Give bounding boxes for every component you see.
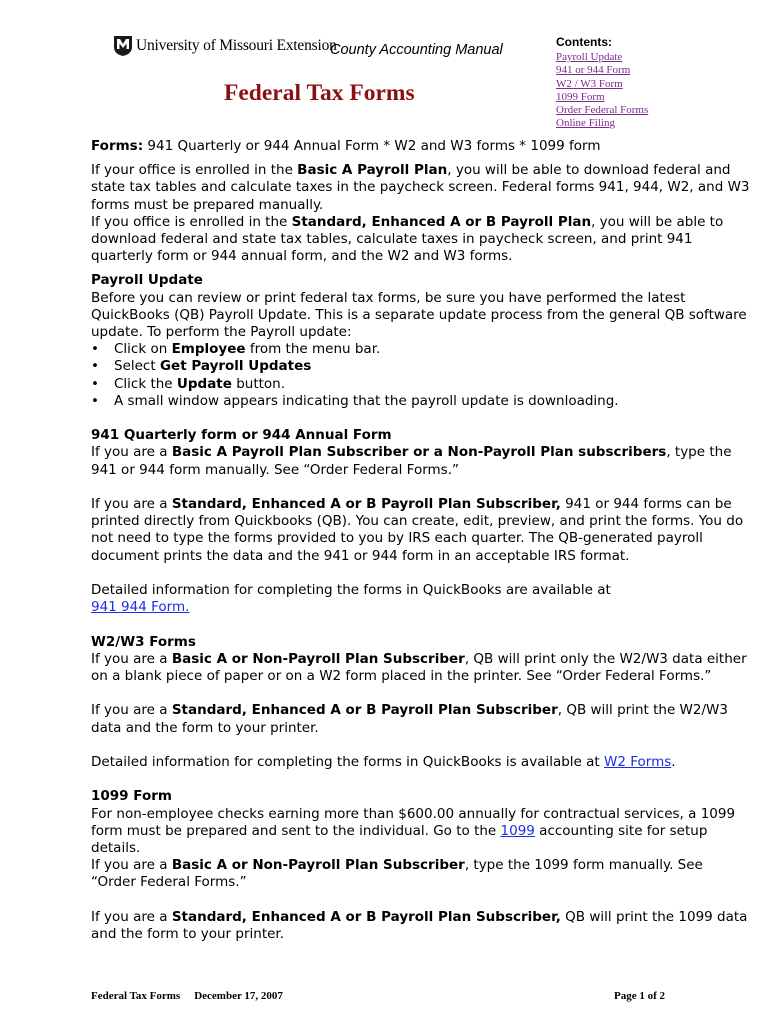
document-body xyxy=(91,138,751,943)
form-941-details: Detailed information for completing the forms in QuickBooks are available at xyxy=(91,582,611,599)
list-item: • A small window appears indicating that the payroll update is downloading. xyxy=(91,393,751,410)
contents-box xyxy=(556,35,648,131)
page-title: Federal Tax Forms xyxy=(224,80,415,106)
payroll-update-steps xyxy=(91,341,751,410)
w2w3-heading: W2/W3 Forms xyxy=(91,633,196,650)
org-logo xyxy=(113,35,337,57)
w2w3-paragraph-standard: If you are a Standard, Enhanced A or B Payroll Plan Subscriber, QB will print the W2/W3 data and the form to your printer. xyxy=(91,702,728,736)
list-item: • Click the Update button. xyxy=(91,376,751,393)
form-1099-paragraph-basic: If you are a Basic A or Non-Payroll Plan Subscriber, type the 1099 form manually. See “Order Federal Forms.” xyxy=(91,857,703,891)
intro-paragraph-basic: If your office is enrolled in the Basic A Payroll Plan, you will be able to download federal and state tax tables and calculate taxes in the paycheck screen. Federal forms 941, 944, W2, and W3 forms must be prepared manually. xyxy=(91,162,750,213)
page-number: Page 1 of 2 xyxy=(614,990,666,1002)
toc-link-941-944-form[interactable]: 941 or 944 Form xyxy=(556,64,631,77)
intro-paragraph-standard: If you office is enrolled in the Standard, Enhanced A or B Payroll Plan, you will be able to download federal and state tax tables, calculate taxes in paycheck screen, and print 941 quarterly form or 944 annual form, and the W2 and W3 forms. xyxy=(91,213,724,265)
footer-doc-name: Federal Tax Forms xyxy=(91,990,181,1002)
org-name: University of Missouri Extension xyxy=(136,37,337,54)
list-item: • Select Get Payroll Updates xyxy=(91,358,751,375)
list-item: • Click on Employee from the menu bar. xyxy=(91,341,751,358)
link-941-944-form[interactable]: 941 944 Form. xyxy=(91,599,190,616)
w2w3-paragraph-basic: If you are a Basic A or Non-Payroll Plan Subscriber, QB will print only the W2/W3 data either on a blank piece of paper or on a W2 form placed in the printer. See “Order Federal Forms.” xyxy=(91,650,747,685)
form-941-paragraph-basic: If you are a Basic A Payroll Plan Subscriber or a Non-Payroll Plan subscribers, type the 941 or 944 form manually. See “Order Federal Forms.” xyxy=(91,444,732,478)
forms-line: Forms: 941 Quarterly or 944 Annual Form * W2 and W3 forms * 1099 form xyxy=(91,138,601,154)
toc-link-payroll-update[interactable]: Payroll Update xyxy=(556,51,623,63)
toc-link-1099-form[interactable]: 1099 Form xyxy=(556,90,605,103)
w2w3-details: Detailed information for completing the forms in QuickBooks is available at W2 Forms. xyxy=(91,754,676,771)
link-w2-forms[interactable]: W2 Forms xyxy=(604,754,672,771)
footer-date: December 17, 2007 xyxy=(194,990,283,1002)
manual-title: County Accounting Manual xyxy=(330,42,503,58)
payroll-update-body: Before you can review or print federal tax forms, be sure you have performed the latest QuickBooks (QB) Payroll Update. This is a separate update process from the general QB software update. To perform the Payroll update: xyxy=(91,289,747,341)
footer-left xyxy=(91,990,283,1002)
contents-heading: Contents: xyxy=(556,35,612,49)
forms-label: Forms: xyxy=(91,138,144,154)
toc-link-online-filing[interactable]: Online Filing xyxy=(556,117,615,130)
payroll-update-heading: Payroll Update xyxy=(91,272,203,289)
form-1099-heading: 1099 Form xyxy=(91,788,172,805)
toc-link-w2-w3-form[interactable]: W2 / W3 Form xyxy=(556,77,623,90)
form-941-heading: 941 Quarterly form or 944 Annual Form xyxy=(91,427,392,444)
shield-logo-icon xyxy=(113,35,133,57)
toc-link-order-federal-forms[interactable]: Order Federal Forms xyxy=(556,104,649,117)
form-941-paragraph-standard: If you are a Standard, Enhanced A or B Payroll Plan Subscriber, 941 or 944 forms can be printed directly from Quickbooks (QB). You can create, edit, preview, and print the forms. You do not need to type the forms provided to you by IRS each quarter. The QB-generated payroll document prints the data and the 941 or 944 form in an acceptable IRS format. xyxy=(91,496,744,564)
link-1099[interactable]: 1099 xyxy=(500,822,535,839)
form-1099-paragraph-standard: If you are a Standard, Enhanced A or B Payroll Plan Subscriber, QB will print the 1099 data and the form to your printer. xyxy=(91,908,748,943)
form-1099-paragraph-intro: For non-employee checks earning more than $600.00 annually for contractual services, a 1099 form must be prepared and sent to the individual. Go to the 1099 accounting site for setup details. xyxy=(91,805,736,857)
